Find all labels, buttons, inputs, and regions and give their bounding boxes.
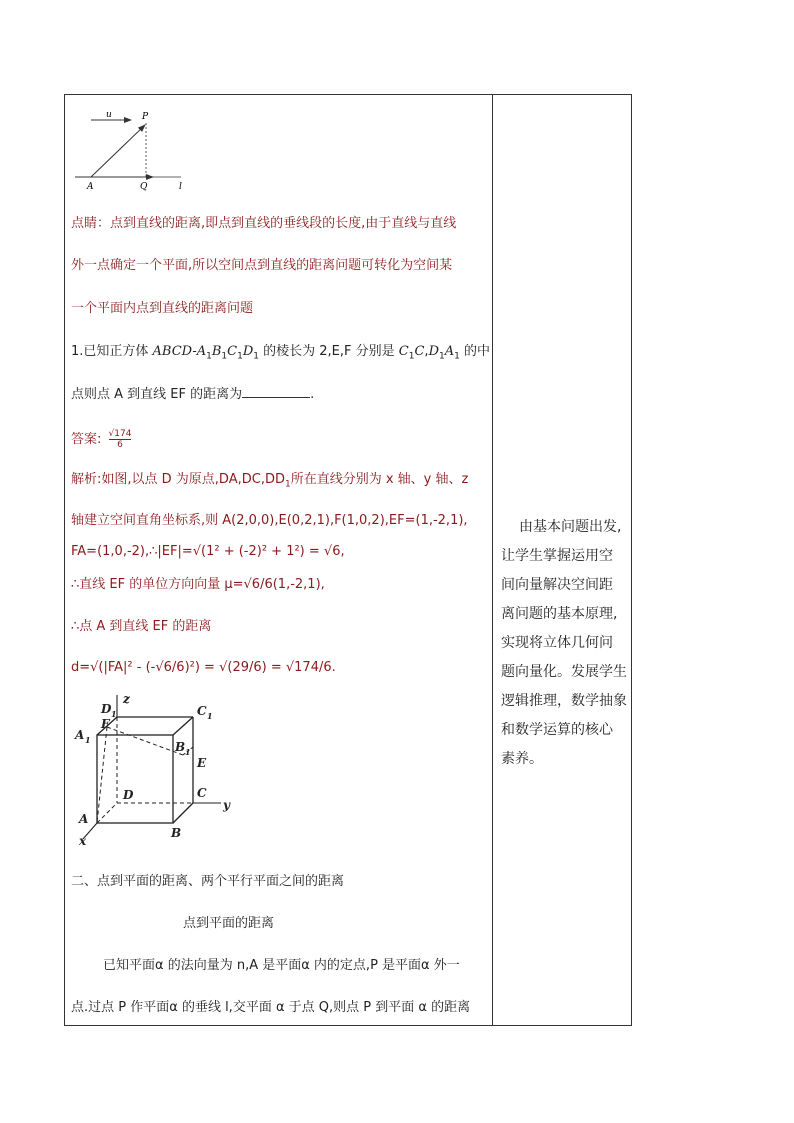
- q1-line2-text: 点则点 A 到直线 EF 的距离为: [71, 387, 243, 402]
- answer-line: [71, 429, 131, 450]
- label-c1: C: [197, 704, 207, 718]
- label-p: P: [142, 112, 149, 122]
- label-u: u: [106, 110, 112, 120]
- segment-fe: [107, 727, 186, 755]
- q1-c: C: [227, 344, 238, 359]
- question-1-line-1: 1.已知正方体 ABCD-$A_1B_1C_1D_1$ 的棱长为 2,E,F 分别是 $C_1C,D_1A_1$ 的中: [71, 344, 490, 362]
- label-f: F: [101, 717, 110, 731]
- q1-line2-end: .: [310, 387, 315, 402]
- answer-fraction: [109, 429, 132, 450]
- intent-line-7: 逻辑推理，数学抽象: [501, 693, 627, 709]
- cube-front-face: [97, 735, 173, 823]
- paragraph-line-1: 已知平面α 的法向量为 n,A 是平面α 内的定点,P 是平面α 外一: [103, 958, 460, 973]
- q1-cube-name: ABCD-A: [152, 344, 207, 359]
- q1-c1-sub: 1: [408, 351, 415, 362]
- label-a: A: [87, 182, 94, 192]
- design-intent-column: [493, 95, 631, 1025]
- subtitle-point-plane: 点到平面的距离: [183, 916, 275, 931]
- vector-projection-figure: [73, 109, 203, 193]
- q1-d1-sub: 1: [439, 351, 445, 362]
- content-column: [65, 95, 492, 1025]
- intent-line-8: 和数学运算的核心: [501, 722, 613, 738]
- label-d1: D: [101, 702, 112, 716]
- intent-line-4: 离问题的基本原理,: [501, 606, 618, 622]
- q1-sub-b1: 1: [221, 351, 228, 362]
- jiexi-1-end: 所在直线分别为 x 轴、y 轴、z: [290, 472, 469, 487]
- q1-a1-sub: 1: [454, 351, 460, 362]
- label-l: l: [179, 182, 182, 192]
- dianjing-line-3: 一个平面内点到直线的距离问题: [71, 301, 254, 316]
- q1-d1: D: [428, 344, 439, 359]
- label-e: E: [197, 756, 207, 770]
- cube-figure: [71, 693, 251, 853]
- label-b: B: [171, 826, 182, 840]
- q1-d: D: [242, 344, 254, 359]
- segment-fa: [97, 727, 107, 823]
- q1-sub-c1: 1: [237, 351, 243, 362]
- question-1-line-2: [71, 385, 314, 403]
- intent-line-1: 由基本问题出发,: [519, 519, 622, 535]
- label-a1-sub: 1: [85, 735, 91, 745]
- intent-line-6: 题向量化。发展学生: [501, 664, 627, 680]
- label-b1-sub: 1: [185, 747, 191, 757]
- label-y: y: [223, 798, 230, 812]
- label-x: x: [79, 834, 87, 848]
- jiexi-line-5: ∴点 A 到直线 EF 的距离: [71, 619, 212, 634]
- intent-line-3: 间向量解决空间距: [501, 577, 613, 593]
- jiexi-line-3: FA=(1,0,-2),∴|EF|=√(1² + (-2)² + 1²) = √6,: [71, 544, 345, 559]
- label-d: D: [123, 788, 134, 802]
- intent-line-9: 素养。: [501, 751, 543, 767]
- label-d1-sub: 1: [111, 709, 117, 719]
- dianjing-line-2: 外一点确定一个平面,所以空间点到直线的距离问题可转化为空间某: [71, 258, 453, 273]
- vector-ap-arrow: [91, 125, 145, 177]
- jiexi-line-6: d=√(|FA|² - (-√6/6)²) = √(29/6) = √174/6.: [71, 660, 336, 675]
- dianjing-line-1: 点睛：点到直线的距离,即点到直线的垂线段的长度,由于直线与直线: [71, 216, 457, 231]
- answer-denominator: 6: [117, 440, 123, 450]
- jiexi-line-2: 轴建立空间直角坐标系,则 A(2,0,0),E(0,2,1),F(1,0,2),EF=(1,-2,1),: [71, 513, 468, 528]
- label-a1: A: [75, 728, 85, 742]
- label-z: z: [123, 693, 130, 706]
- intent-line-5: 实现将立体几何问: [501, 635, 613, 651]
- paragraph-line-2: 点.过点 P 作平面α 的垂线 l,交平面 α 于点 Q,则点 P 到平面 α 的距离: [71, 1000, 471, 1015]
- section-2-heading: 二、点到平面的距离、两个平行平面之间的距离: [71, 874, 345, 889]
- answer-blank: [242, 385, 310, 398]
- label-a: A: [79, 812, 89, 826]
- jiexi-line-1: [71, 472, 468, 493]
- lesson-table: [64, 94, 632, 1026]
- q1-middle: 的棱长为 2,E,F 分别是: [259, 344, 399, 359]
- q1-c1: C: [398, 344, 409, 359]
- q1-sub-a1: 1: [206, 351, 212, 362]
- q1-sub-d1: 1: [253, 351, 260, 362]
- q1-end: 的中: [459, 344, 490, 359]
- answer-label: 答案:: [71, 432, 102, 447]
- jiexi-1-sub: 1: [284, 479, 291, 490]
- answer-numerator: √174: [108, 429, 132, 439]
- hidden-edge-ad: [97, 803, 117, 823]
- label-q: Q: [140, 182, 148, 192]
- jiexi-1-text: 解析:如图,以点 D 为原点,DA,DC,DD: [71, 472, 285, 487]
- q1-b: B: [211, 344, 222, 359]
- jiexi-line-4: ∴直线 EF 的单位方向向量 μ=√6/6(1,-2,1),: [71, 577, 325, 592]
- label-c1-sub: 1: [207, 711, 213, 721]
- q1-prefix: 1.已知正方体: [71, 344, 153, 359]
- intent-line-2: 让学生掌握运用空: [501, 548, 613, 564]
- q1-a1: A: [444, 344, 455, 359]
- label-c: C: [197, 786, 207, 800]
- label-b1: B: [175, 740, 186, 754]
